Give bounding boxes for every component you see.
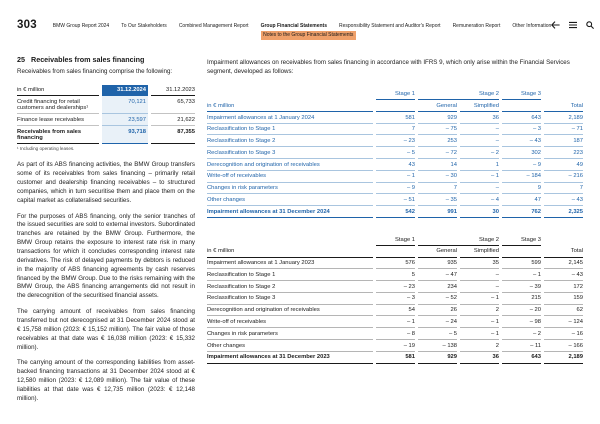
total-value: 62: [544, 305, 583, 317]
row-label: Impairment allowances at 31 December 2023: [207, 352, 373, 364]
total-value: 49: [544, 159, 583, 171]
stage2-simplified-value: 1: [460, 159, 499, 171]
stage2-simplified-value: 2: [460, 305, 499, 317]
row-label: Impairment allowances at 1 January 2023: [207, 258, 373, 270]
total-row-value-2023: 87,355: [151, 126, 195, 144]
search-icon[interactable]: [586, 21, 594, 29]
stage2-general-value: 935: [418, 258, 457, 270]
stage1-value: – 51: [376, 194, 415, 206]
row-label: Changes in risk parameters: [207, 328, 373, 340]
total-value: 2,189: [544, 352, 583, 364]
impairment-table-2024: [207, 88, 583, 218]
total-value: – 16: [544, 328, 583, 340]
simplified-header: Simplified: [460, 100, 499, 112]
row-label: Impairment allowances at 1 January 2024: [207, 112, 373, 124]
row-label: Reclassification to Stage 1: [207, 124, 373, 136]
stage2-simplified-value: –: [460, 281, 499, 293]
stage2-simplified-value: –: [460, 124, 499, 136]
paragraph-carrying-amount-liabilities: The carrying amount of the corresponding liabilities from asset-backed financing transactions at 31 December 2024 stood at € 12,580 million (2023: € 12,089 million). The fair value of these liabilities at that date was € 12,735 million (2023: € 12,148 million).: [17, 359, 195, 402]
header-icons: [551, 20, 594, 29]
stage2-general-value: – 75: [418, 124, 457, 136]
row-label: Reclassification to Stage 2: [207, 135, 373, 147]
general-header: General: [418, 100, 457, 112]
stage2-simplified-value: 2: [460, 340, 499, 352]
stage1-value: – 8: [376, 328, 415, 340]
stage2-simplified-value: – 1: [460, 328, 499, 340]
stage3-value: – 9: [502, 159, 541, 171]
stage3-value: 643: [502, 352, 541, 364]
nav-combined-management-report[interactable]: Combined Management Report: [178, 23, 249, 29]
stage3-value: – 98: [502, 316, 541, 328]
general-header: General: [418, 246, 457, 258]
stage1-value: 581: [376, 112, 415, 124]
stage3-value: 47: [502, 194, 541, 206]
stage1-value: 576: [376, 258, 415, 270]
stage3-value: – 20: [502, 305, 541, 317]
stage2-general-value: – 52: [418, 293, 457, 305]
row-label: Impairment allowances at 31 December 2024: [207, 206, 373, 218]
total-value: 2,189: [544, 112, 583, 124]
subnav-notes-to-group-financial-statements[interactable]: Notes to the Group Financial Statements: [261, 31, 356, 40]
row-label: Reclassification to Stage 1: [207, 269, 373, 281]
left-column: [17, 55, 195, 411]
nav-bmw-group-report[interactable]: BMW Group Report 2024: [52, 23, 110, 29]
stage2-simplified-value: – 1: [460, 316, 499, 328]
row-label: Derecognition and origination of receivables: [207, 159, 373, 171]
total-header: Total: [544, 246, 583, 258]
nav-remuneration-report[interactable]: Remuneration Report: [452, 23, 501, 29]
row-label: Other changes: [207, 340, 373, 352]
stage2-general-value: 929: [418, 352, 457, 364]
stage2-simplified-value: 36: [460, 352, 499, 364]
stage3-value: – 43: [502, 135, 541, 147]
stage2-simplified-value: 36: [460, 112, 499, 124]
row-label: Other changes: [207, 194, 373, 206]
stage2-general-value: 929: [418, 112, 457, 124]
row-label: Reclassification to Stage 3: [207, 147, 373, 159]
stage2-general-value: 14: [418, 159, 457, 171]
header: [17, 19, 583, 38]
stage1-value: – 23: [376, 281, 415, 293]
stage2-simplified-value: 35: [460, 258, 499, 270]
top-nav: [52, 20, 552, 38]
stage1-value: – 23: [376, 135, 415, 147]
paragraph-abs-tranches: For the purposes of ABS financing, only the senior tranches of the issued securities are sold to external investors. Subordinated tranches are retained by the BMW Group. Furthermore, the BMW Group retains the exposure to interest rate risk in many transactions for which it concludes corresponding interest rate derivatives. The risk of delayed payments by debtors is reduced in the majority of ABS financing agreements by cash reserves financed by the BMW Group. Due to the risks remaining with the BMW Group, the ABS financing arrangements did not result in the derecognition of the securitised financial assets.: [17, 212, 195, 300]
row-label: Reclassification to Stage 2: [207, 281, 373, 293]
stage3-value: – 2: [502, 328, 541, 340]
stage3-value: 643: [502, 112, 541, 124]
stage3-value: – 11: [502, 340, 541, 352]
stage2-general-value: – 5: [418, 328, 457, 340]
total-value: 7: [544, 183, 583, 195]
stage3-value: 215: [502, 293, 541, 305]
stage2-general-value: – 30: [418, 171, 457, 183]
total-row-label: Receivables from sales financing: [17, 126, 99, 144]
paragraph-abs-activities: As part of its ABS financing activities, the BMW Group transfers some of its receivables from sales financing – primarily retail customer and dealership financing receivables – to structured companies, which in turn securitise them and place them on the capital market as collateralised securities.: [17, 161, 195, 204]
stage2-general-value: – 138: [418, 340, 457, 352]
stage2-general-value: 991: [418, 206, 457, 218]
column-header-2024: 31.12.2024: [102, 85, 148, 97]
nav-active-label: Group Financial Statements: [260, 23, 327, 29]
total-value: 187: [544, 135, 583, 147]
stage2-general-value: 26: [418, 305, 457, 317]
stage1-value: – 5: [376, 147, 415, 159]
total-value: 172: [544, 281, 583, 293]
stage2-simplified-value: – 2: [460, 147, 499, 159]
unit-label: in € million: [207, 100, 373, 112]
row-label: Credit financing for retail customers and dealerships¹: [17, 96, 99, 114]
stage2-general-value: 234: [418, 281, 457, 293]
simplified-header: Simplified: [460, 246, 499, 258]
stage2-header: Stage 2: [418, 88, 499, 100]
row-value-2023: 21,622: [151, 114, 195, 126]
nav-other-information[interactable]: Other Information: [512, 23, 552, 29]
stage2-general-value: – 35: [418, 194, 457, 206]
impairment-table-2023: [207, 234, 583, 364]
total-value: – 216: [544, 171, 583, 183]
row-label: Finance lease receivables: [17, 114, 99, 126]
total-value: 2,145: [544, 258, 583, 270]
stage2-header: Stage 2: [418, 234, 499, 246]
stage1-value: 7: [376, 124, 415, 136]
total-row-value-2024: 93,718: [102, 126, 148, 144]
stage2-simplified-value: 30: [460, 206, 499, 218]
section-title: [17, 55, 195, 64]
total-value: 223: [544, 147, 583, 159]
stage1-value: 542: [376, 206, 415, 218]
stage2-general-value: – 47: [418, 269, 457, 281]
stage1-value: – 1: [376, 171, 415, 183]
total-value: 2,325: [544, 206, 583, 218]
row-value-2024: 23,597: [102, 114, 148, 126]
row-label: Write-off of receivables: [207, 316, 373, 328]
stage2-simplified-value: – 4: [460, 194, 499, 206]
stage2-simplified-value: –: [460, 135, 499, 147]
table-footnote: ¹ Including operating leases.: [17, 146, 75, 152]
impairment-intro: Impairment allowances on receivables from sales financing in accordance with IFRS 9, which only arise within the Financial Services segment, developed as follows:: [207, 59, 570, 75]
back-arrow-icon[interactable]: [551, 21, 560, 29]
paragraph-carrying-amount-receivables: The carrying amount of receivables from sales financing transferred but not derecognised at 31 December 2024 stood at € 15,758 million (2023: € 15,152 million). The fair value of those receivables at that date was € 16,038 million (2023: € 15,332 million).: [17, 308, 195, 351]
stage3-value: – 3: [502, 124, 541, 136]
nav-responsibility-statement[interactable]: Responsibility Statement and Auditor's Report: [338, 23, 441, 29]
stage3-header: Stage 3: [502, 88, 541, 100]
stage1-value: – 9: [376, 183, 415, 195]
body-paragraphs: [17, 161, 195, 403]
stage1-value: 581: [376, 352, 415, 364]
stage2-general-value: 253: [418, 135, 457, 147]
stage2-general-value: – 24: [418, 316, 457, 328]
stage1-value: – 3: [376, 293, 415, 305]
stage1-value: – 19: [376, 340, 415, 352]
stage2-simplified-value: –: [460, 183, 499, 195]
stage2-general-value: 7: [418, 183, 457, 195]
stage3-value: – 1: [502, 269, 541, 281]
column-header-2023: 31.12.2023: [151, 85, 195, 97]
total-value: – 71: [544, 124, 583, 136]
stage3-value: – 39: [502, 281, 541, 293]
stage2-general-value: – 72: [418, 147, 457, 159]
row-label: Derecognition and origination of receivables: [207, 305, 373, 317]
unit-label: in € million: [207, 246, 373, 258]
total-value: – 43: [544, 194, 583, 206]
section-heading: Receivables from sales financing: [31, 55, 145, 64]
stage1-header: Stage 1: [376, 88, 415, 100]
total-value: – 43: [544, 269, 583, 281]
stage3-value: 762: [502, 206, 541, 218]
nav-to-our-stakeholders[interactable]: To Our Stakeholders: [121, 23, 167, 29]
total-value: 159: [544, 293, 583, 305]
stage1-value: 43: [376, 159, 415, 171]
row-label: Reclassification to Stage 3: [207, 293, 373, 305]
row-label: Changes in risk parameters: [207, 183, 373, 195]
section-number: 25: [17, 55, 25, 64]
menu-icon[interactable]: [569, 21, 577, 29]
stage3-value: 302: [502, 147, 541, 159]
nav-group-financial-statements[interactable]: [260, 23, 354, 38]
stage1-value: 5: [376, 269, 415, 281]
stage2-simplified-value: –: [460, 269, 499, 281]
page-number: 303: [17, 19, 37, 31]
stage1-value: 54: [376, 305, 415, 317]
total-value: – 166: [544, 340, 583, 352]
stage1-header: Stage 1: [376, 234, 415, 246]
stage1-value: – 1: [376, 316, 415, 328]
stage2-simplified-value: – 1: [460, 293, 499, 305]
section-intro: Receivables from sales financing comprise the following:: [17, 68, 173, 75]
row-value-2024: 70,121: [102, 96, 148, 114]
stage3-value: – 184: [502, 171, 541, 183]
stage2-simplified-value: – 1: [460, 171, 499, 183]
row-label: Write-off of receivables: [207, 171, 373, 183]
total-value: – 124: [544, 316, 583, 328]
row-value-2023: 65,733: [151, 96, 195, 114]
stage3-value: 599: [502, 258, 541, 270]
stage3-value: 9: [502, 183, 541, 195]
receivables-table: [17, 85, 195, 144]
right-column: [207, 55, 583, 364]
total-header: Total: [544, 100, 583, 112]
stage3-header: Stage 3: [502, 234, 541, 246]
unit-label: in € million: [17, 85, 99, 97]
